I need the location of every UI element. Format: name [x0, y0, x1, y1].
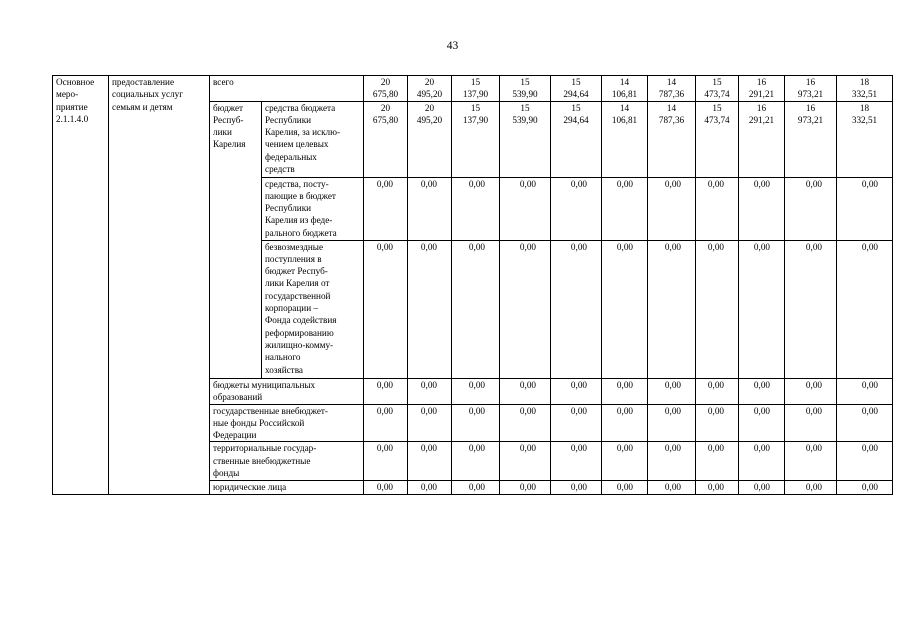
housing-fund-value: 0,00 [408, 240, 452, 378]
label-line: образований [213, 391, 263, 402]
municipal-value: 0,00 [500, 378, 551, 404]
territorial-funds-value: 0,00 [551, 442, 602, 481]
legal-entities-value: 0,00 [837, 481, 893, 494]
label-line: Карелия из феде- [265, 215, 333, 226]
value-remainder: 291,21 [748, 114, 775, 125]
state-funds-value: 0,00 [551, 404, 602, 442]
legal-entities-value: 0,00 [739, 481, 785, 494]
budget-table [52, 75, 893, 495]
label-line: безвозмездные [265, 241, 324, 252]
value-thousands: 16 [805, 102, 816, 113]
label-line: средства бюджета [265, 102, 336, 113]
municipal-value: 0,00 [785, 378, 837, 404]
federal-transfers-value: 0,00 [648, 177, 696, 240]
value-remainder: 787,36 [658, 89, 685, 100]
territorial-funds-value: 0,00 [837, 442, 893, 481]
legal-entities-label [210, 481, 364, 494]
municipal-value: 0,00 [551, 378, 602, 404]
value-remainder: 973,21 [797, 114, 824, 125]
label-line: ственные внебюджетные [213, 455, 311, 466]
budget-own-value [408, 101, 452, 177]
label-line: юридические лица [213, 482, 287, 493]
total-value-2018 [551, 76, 602, 102]
state-funds-value: 0,00 [696, 404, 739, 442]
label-line: Основное [56, 77, 95, 87]
budget-own-value [364, 101, 408, 177]
value-thousands: 15 [520, 77, 530, 87]
federal-transfers-value: 0,00 [500, 177, 551, 240]
federal-transfers-value: 0,00 [837, 177, 893, 240]
value-remainder: 675,80 [372, 89, 399, 100]
label-line: Республики [265, 114, 312, 125]
value-thousands: 15 [470, 102, 481, 113]
label-line: Федерации [213, 430, 257, 441]
budget-own-value [739, 101, 785, 177]
label-line: лики [213, 127, 232, 138]
label-line: пающие в бюджет [265, 190, 336, 201]
state-funds-value: 0,00 [364, 404, 408, 442]
total-value-2020 [648, 76, 696, 102]
municipal-value: 0,00 [364, 378, 408, 404]
row-total-label: всего [210, 76, 364, 102]
territorial-funds-value: 0,00 [648, 442, 696, 481]
label-line: реформированию [265, 327, 334, 338]
housing-fund-value: 0,00 [739, 240, 785, 378]
housing-fund-value: 0,00 [452, 240, 500, 378]
value-remainder: 473,74 [704, 114, 730, 125]
municipal-value: 0,00 [837, 378, 893, 404]
municipal-value: 0,00 [696, 378, 739, 404]
label-line: бюджет [213, 102, 244, 113]
value-thousands: 15 [712, 77, 722, 87]
value-remainder: 137,90 [462, 114, 489, 125]
activity-name [109, 76, 210, 495]
municipal-label [210, 378, 364, 404]
label-line: предоставление [112, 77, 175, 87]
legal-entities-value: 0,00 [602, 481, 648, 494]
row-total [53, 76, 893, 102]
state-funds-value: 0,00 [602, 404, 648, 442]
label-line: Респуб- [213, 114, 244, 125]
label-line: поступления в [265, 253, 322, 264]
federal-transfers-value: 0,00 [408, 177, 452, 240]
label-line: 2.1.1.4.0 [56, 113, 89, 124]
budget-own-value [648, 101, 696, 177]
territorial-funds-value: 0,00 [500, 442, 551, 481]
territorial-funds-label [210, 442, 364, 481]
territorial-funds-value: 0,00 [696, 442, 739, 481]
label-line: Республики [265, 203, 312, 214]
value-remainder: 495,20 [416, 89, 443, 100]
total-value-2022 [739, 76, 785, 102]
municipal-value: 0,00 [452, 378, 500, 404]
federal-transfers-value: 0,00 [452, 177, 500, 240]
value-thousands: 14 [619, 102, 630, 113]
territorial-funds-value: 0,00 [452, 442, 500, 481]
value-remainder: 539,90 [512, 89, 538, 100]
total-value-2021 [696, 76, 739, 102]
territorial-funds-value: 0,00 [364, 442, 408, 481]
total-value-2024 [837, 76, 893, 102]
value-remainder: 294,64 [563, 114, 589, 125]
legal-entities-value: 0,00 [408, 481, 452, 494]
territorial-funds-value: 0,00 [602, 442, 648, 481]
budget-own-value [837, 101, 893, 177]
label-line: федеральных [265, 151, 317, 162]
federal-transfers-value: 0,00 [696, 177, 739, 240]
state-funds-value: 0,00 [500, 404, 551, 442]
value-thousands: 20 [380, 102, 391, 113]
label-line: социальных услуг [112, 89, 184, 100]
label-line: территориальные государ- [213, 443, 317, 454]
total-value-2017 [500, 76, 551, 102]
label-line: Карелия [213, 139, 246, 150]
label-line: бюджеты муниципальных [213, 379, 316, 390]
label-line: государственные внебюджет- [213, 405, 328, 416]
budget-own-value [602, 101, 648, 177]
label-line: приятие [56, 101, 88, 112]
legal-entities-value: 0,00 [364, 481, 408, 494]
label-line: рального бюджета [265, 227, 337, 238]
state-funds-value: 0,00 [452, 404, 500, 442]
label-line: государственной [265, 290, 331, 301]
value-remainder: 973,21 [797, 89, 824, 100]
federal-transfers-value: 0,00 [739, 177, 785, 240]
federal-transfers-value: 0,00 [551, 177, 602, 240]
value-thousands: 16 [756, 77, 767, 87]
value-thousands: 16 [756, 102, 767, 113]
label-line: Карелия, за исклю- [265, 127, 341, 138]
municipal-value: 0,00 [602, 378, 648, 404]
value-thousands: 20 [424, 102, 435, 113]
state-funds-value: 0,00 [648, 404, 696, 442]
total-value-2019 [602, 76, 648, 102]
budget-own-value [452, 101, 500, 177]
municipal-value: 0,00 [739, 378, 785, 404]
total-value-2016 [452, 76, 500, 102]
value-thousands: 15 [571, 77, 581, 87]
housing-fund-value: 0,00 [785, 240, 837, 378]
budget-own-value [500, 101, 551, 177]
value-remainder: 291,21 [748, 89, 775, 100]
value-thousands: 15 [712, 102, 722, 113]
housing-fund-value: 0,00 [500, 240, 551, 378]
federal-transfers-value: 0,00 [785, 177, 837, 240]
value-thousands: 15 [470, 77, 481, 87]
budget-own-value [696, 101, 739, 177]
value-thousands: 18 [859, 102, 870, 113]
total-value-2014 [364, 76, 408, 102]
page-number: 43 [446, 40, 459, 52]
label-line: лики Карелия от [265, 278, 330, 289]
value-remainder: 294,64 [563, 89, 589, 100]
label-line: меро- [56, 89, 79, 100]
value-remainder: 495,20 [416, 114, 443, 125]
municipal-value: 0,00 [408, 378, 452, 404]
budget-own-value [551, 101, 602, 177]
value-thousands: 18 [859, 77, 870, 87]
value-remainder: 106,81 [611, 114, 638, 125]
label-line: чением целевых [265, 139, 329, 150]
label-line: средств [265, 164, 295, 175]
housing-fund-label [262, 240, 364, 378]
territorial-funds-value: 0,00 [739, 442, 785, 481]
label-line: семьям и детям [112, 101, 173, 112]
value-remainder: 106,81 [611, 89, 638, 100]
municipal-value: 0,00 [648, 378, 696, 404]
budget-own-value [785, 101, 837, 177]
value-remainder: 332,51 [851, 89, 878, 100]
label-line: ные фонды Российской [213, 417, 305, 428]
legal-entities-value: 0,00 [452, 481, 500, 494]
budget-group-label [210, 101, 262, 378]
value-thousands: 14 [619, 77, 630, 87]
housing-fund-value: 0,00 [648, 240, 696, 378]
state-funds-label [210, 404, 364, 442]
value-remainder: 539,90 [512, 114, 538, 125]
state-funds-value: 0,00 [739, 404, 785, 442]
value-remainder: 137,90 [462, 89, 489, 100]
federal-transfers-value: 0,00 [602, 177, 648, 240]
value-thousands: 20 [380, 77, 391, 87]
housing-fund-value: 0,00 [551, 240, 602, 378]
value-remainder: 332,51 [851, 114, 878, 125]
label-line: средства, посту- [265, 178, 329, 189]
legal-entities-value: 0,00 [785, 481, 837, 494]
legal-entities-value: 0,00 [696, 481, 739, 494]
label-line: нального [265, 352, 301, 363]
housing-fund-value: 0,00 [837, 240, 893, 378]
budget-own-label [262, 101, 364, 177]
label-line: бюджет Респуб- [265, 266, 328, 277]
territorial-funds-value: 0,00 [785, 442, 837, 481]
value-thousands: 15 [571, 102, 581, 113]
label-line: корпорации – [265, 303, 319, 314]
value-remainder: 787,36 [658, 114, 685, 125]
value-thousands: 20 [424, 77, 435, 87]
value-thousands: 14 [666, 102, 677, 113]
legal-entities-value: 0,00 [551, 481, 602, 494]
legal-entities-value: 0,00 [648, 481, 696, 494]
housing-fund-value: 0,00 [364, 240, 408, 378]
activity-code [53, 76, 109, 495]
federal-transfers-value: 0,00 [364, 177, 408, 240]
value-thousands: 14 [666, 77, 677, 87]
state-funds-value: 0,00 [837, 404, 893, 442]
label-line: фонды [213, 468, 240, 479]
territorial-funds-value: 0,00 [408, 442, 452, 481]
value-thousands: 15 [520, 102, 530, 113]
housing-fund-value: 0,00 [696, 240, 739, 378]
housing-fund-value: 0,00 [602, 240, 648, 378]
label-line: Фонда содействия [265, 315, 337, 326]
total-value-2015 [408, 76, 452, 102]
state-funds-value: 0,00 [408, 404, 452, 442]
total-value-2023 [785, 76, 837, 102]
value-remainder: 675,80 [372, 114, 399, 125]
label-line: жилищно-комму- [265, 339, 334, 350]
state-funds-value: 0,00 [785, 404, 837, 442]
legal-entities-value: 0,00 [500, 481, 551, 494]
label-line: хозяйства [265, 364, 303, 375]
value-remainder: 473,74 [704, 89, 730, 100]
value-thousands: 16 [805, 77, 816, 87]
federal-transfers-label [262, 177, 364, 240]
